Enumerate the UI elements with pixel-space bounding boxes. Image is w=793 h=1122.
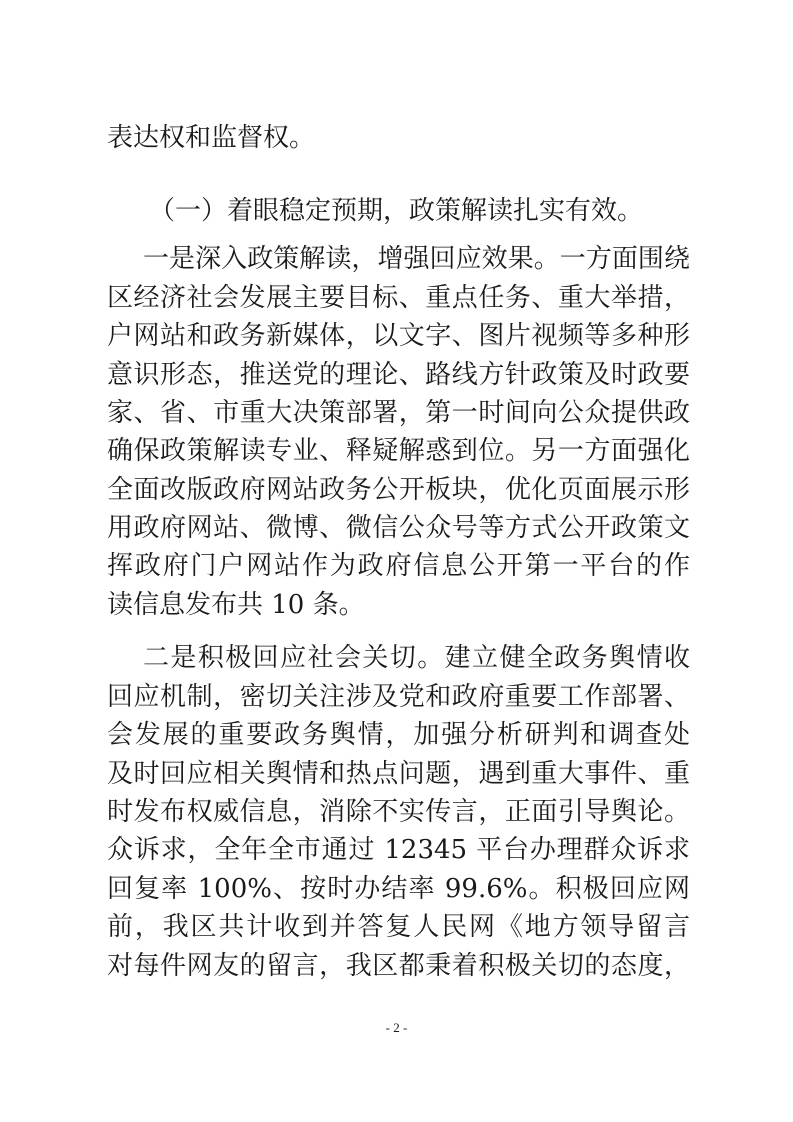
paragraph-line: 挥政府门户网站作为政府信息公开第一平台的作 bbox=[107, 551, 690, 581]
paragraph-line: 户网站和政务新媒体，以文字、图片视频等多种形 bbox=[107, 321, 690, 351]
paragraph-line: 二是积极回应社会关切。建立健全政务舆情收 bbox=[143, 643, 690, 673]
paragraph-line: 回应机制，密切关注涉及党和政府重要工作部署、 bbox=[107, 682, 690, 712]
paragraph-line: 区经济社会发展主要目标、重点任务、重大举措， bbox=[107, 283, 690, 313]
paragraph-line: 对每件网友的留言，我区都秉着积极关切的态度， bbox=[107, 951, 690, 981]
paragraph-line: 确保政策解读专业、释疑解惑到位。另一方面强化 bbox=[107, 436, 690, 466]
paragraph-line: 表达权和监督权。 bbox=[107, 123, 316, 153]
paragraph-line: 全面改版政府网站政务公开板块，优化页面展示形 bbox=[107, 475, 690, 505]
section-heading: （一）着眼稳定预期，政策解读扎实有效。 bbox=[149, 196, 644, 226]
paragraph-line: 意识形态，推送党的理论、路线方针政策及时政要 bbox=[107, 360, 690, 390]
page-number: - 2 - bbox=[385, 1020, 408, 1035]
paragraph-line: 回复率 100%、按时办结率 99.6%。积极回应网 bbox=[107, 874, 690, 904]
paragraph-line: 家、省、市重大决策部署，第一时间向公众提供政 bbox=[107, 398, 690, 428]
paragraph-line: 会发展的重要政务舆情，加强分析研判和调查处 bbox=[107, 720, 690, 750]
paragraph-line: 众诉求，全年全市通过 12345 平台办理群众诉求 bbox=[107, 835, 690, 865]
paragraph-line: 用政府网站、微博、微信公众号等方式公开政策文 bbox=[107, 513, 690, 543]
paragraph-line: 时发布权威信息，消除不实传言，正面引导舆论。 bbox=[107, 797, 690, 827]
paragraph-line: 及时回应相关舆情和热点问题，遇到重大事件、重 bbox=[107, 759, 690, 789]
paragraph-line: 读信息发布共 10 条。 bbox=[107, 590, 365, 620]
paragraph-line: 一是深入政策解读，增强回应效果。一方面围绕 bbox=[143, 244, 690, 274]
paragraph-line: 前，我区共计收到并答复人民网《地方领导留言 bbox=[107, 912, 690, 942]
